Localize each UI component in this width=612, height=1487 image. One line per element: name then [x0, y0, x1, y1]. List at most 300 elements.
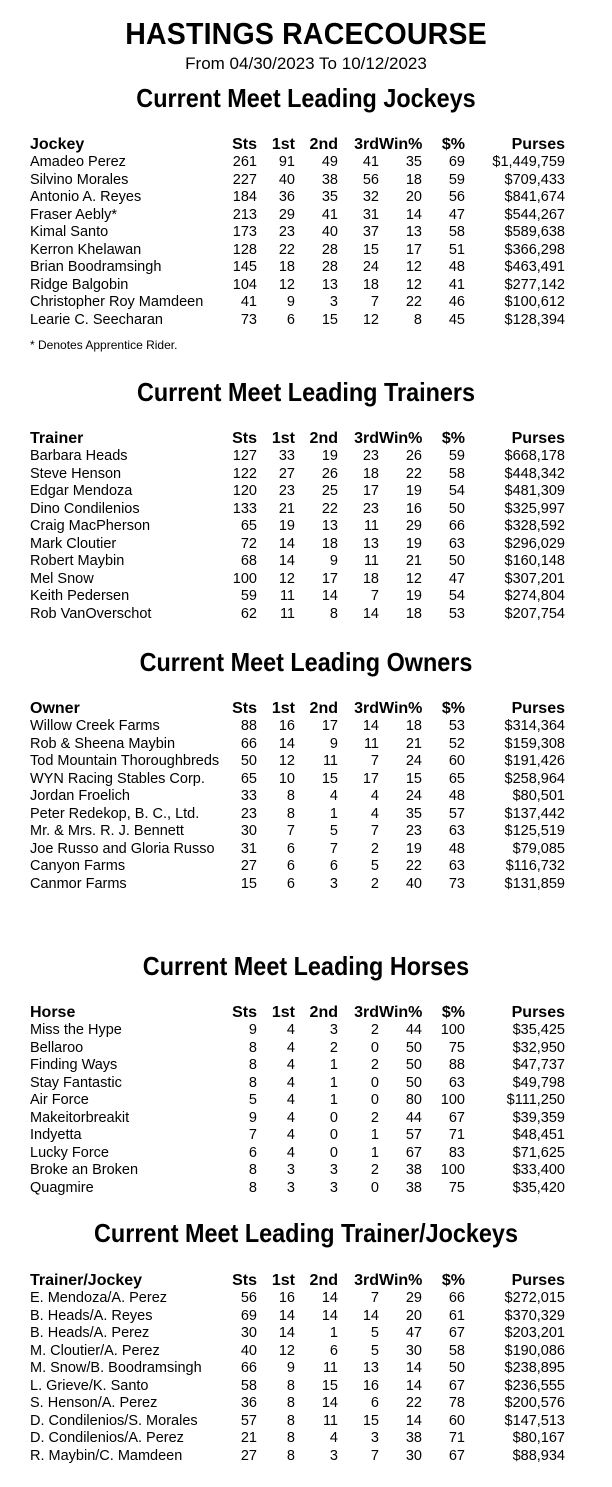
purses-cell: $325,997	[504, 500, 565, 517]
table-row	[30, 841, 565, 859]
table-row	[30, 718, 565, 736]
first-cell: 19	[278, 518, 295, 534]
jockeys-section-title: Current Meet Leading Jockeys	[136, 83, 476, 113]
sts-cell: 145	[232, 259, 257, 275]
dollar-pct-cell: 66	[448, 1290, 465, 1306]
first-column-header: 1st	[271, 1272, 295, 1289]
second-cell: 19	[321, 448, 338, 464]
first-cell: 12	[278, 753, 295, 769]
name-cell: Barbara Heads	[30, 448, 128, 464]
purses-cell: $709,433	[504, 171, 565, 188]
win-pct-cell: 18	[405, 171, 422, 188]
dollar-pct-cell: 58	[448, 465, 465, 482]
dollar-pct-cell: 65	[448, 770, 465, 787]
sts-cell: 6	[248, 1144, 257, 1161]
sts-cell: 88	[240, 718, 257, 734]
sts-cell: 8	[248, 1162, 257, 1178]
dollar-pct-cell: 51	[448, 241, 465, 258]
table-row	[30, 1110, 565, 1128]
purses-cell: $274,804	[504, 588, 565, 604]
purses-cell: $79,085	[512, 840, 565, 857]
name-cell: Bellaroo	[30, 1039, 84, 1056]
third-cell: 1	[370, 1144, 379, 1161]
table-row	[30, 1022, 565, 1040]
name-cell: Lucky Force	[30, 1144, 109, 1161]
sts-cell: 30	[240, 1325, 257, 1341]
sts-column-header: Sts	[232, 700, 257, 717]
name-cell: M. Snow/B. Boodramsingh	[30, 1360, 202, 1376]
purses-cell: $190,086	[504, 1342, 565, 1359]
dollar-pct-cell: 83	[448, 1144, 465, 1161]
third-cell: 5	[370, 1342, 379, 1359]
dollar-pct-cell: 54	[448, 588, 465, 604]
sts-cell: 30	[240, 823, 257, 839]
sts-cell: 62	[240, 605, 257, 622]
name-cell: Christopher Roy Mamdeen	[30, 294, 204, 310]
first-cell: 23	[278, 224, 295, 240]
dollar-pct-cell: 45	[448, 311, 465, 328]
table-row	[30, 189, 565, 207]
win-pct-cell: 18	[405, 605, 422, 622]
purses-cell: $147,513	[504, 1412, 565, 1429]
dollar-pct-cell: 71	[448, 1430, 465, 1446]
name-cell: Rob VanOverschot	[30, 605, 152, 622]
sts-cell: 50	[240, 753, 257, 769]
dollar-pct-cell: 52	[448, 735, 465, 752]
table-row	[30, 1430, 565, 1448]
second-cell: 3	[329, 875, 338, 892]
win-pct-cell: 12	[405, 276, 422, 293]
sts-cell: 66	[240, 1360, 257, 1376]
dollar-pct-cell: 59	[448, 448, 465, 464]
dollar-pct-cell: 60	[448, 1412, 465, 1429]
purses-cell: $207,754	[504, 605, 565, 622]
purses-cell: $33,400	[512, 1162, 565, 1178]
table-row	[30, 172, 565, 190]
third-cell: 17	[362, 770, 379, 787]
win-pct-column-header: Win%	[379, 700, 423, 717]
second-cell: 18	[321, 535, 338, 552]
win-pct-cell: 16	[405, 500, 422, 517]
first-cell: 11	[279, 588, 295, 604]
win-pct-cell: 44	[405, 1022, 422, 1038]
third-cell: 3	[370, 1430, 379, 1446]
third-column-header: 3rd	[354, 700, 379, 717]
second-cell: 3	[329, 1022, 338, 1038]
first-cell: 4	[286, 1057, 295, 1073]
name-cell: Peter Redekop, B. C., Ltd.	[30, 805, 200, 822]
win-pct-cell: 57	[405, 1127, 422, 1143]
dollar-pct-cell: 50	[448, 1360, 465, 1376]
second-cell: 3	[329, 294, 338, 310]
first-cell: 6	[286, 840, 295, 857]
third-cell: 7	[370, 753, 379, 769]
first-cell: 16	[278, 718, 295, 734]
purses-cell: $1,449,759	[492, 154, 565, 170]
win-pct-cell: 35	[405, 154, 422, 170]
sts-cell: 184	[232, 189, 257, 205]
dollar-pct-cell: 100	[440, 1022, 465, 1038]
purses-cell: $307,201	[504, 570, 565, 587]
dollar-pct-cell: 58	[448, 224, 465, 240]
purses-cell: $236,555	[504, 1377, 565, 1394]
first-cell: 33	[278, 448, 295, 464]
third-cell: 2	[370, 1022, 379, 1038]
dollar-pct-cell: 63	[448, 858, 465, 874]
win-pct-cell: 20	[405, 189, 422, 205]
second-column-header: 2nd	[309, 430, 338, 447]
dollar-pct-cell: 48	[448, 259, 465, 275]
name-cell: Learie C. Seecharan	[30, 311, 163, 328]
first-cell: 14	[278, 1325, 295, 1341]
purses-cell: $258,964	[504, 770, 565, 787]
purses-cell: $160,148	[504, 553, 565, 569]
second-cell: 2	[329, 1039, 338, 1056]
third-cell: 18	[362, 276, 379, 293]
apprentice-note: * Denotes Apprentice Rider.	[30, 338, 178, 352]
win-pct-cell: 15	[405, 770, 422, 787]
table-row	[30, 466, 565, 484]
purses-cell: $137,442	[504, 805, 565, 822]
name-column-header: Trainer	[30, 430, 84, 447]
second-cell: 13	[321, 276, 338, 293]
purses-cell: $131,859	[504, 875, 565, 892]
first-cell: 16	[278, 1290, 295, 1306]
first-cell: 8	[286, 1412, 295, 1429]
table-row	[30, 207, 565, 225]
first-cell: 36	[278, 189, 295, 205]
third-cell: 11	[363, 735, 379, 752]
sts-cell: 122	[232, 465, 257, 482]
first-cell: 8	[286, 1377, 295, 1394]
win-pct-cell: 29	[405, 1290, 422, 1306]
third-column-header: 3rd	[354, 1004, 379, 1021]
win-pct-cell: 18	[405, 718, 422, 734]
win-pct-cell: 26	[405, 448, 422, 464]
dollar-pct-cell: 75	[448, 1179, 465, 1196]
purses-cell: $125,519	[504, 823, 565, 839]
second-cell: 15	[321, 770, 338, 787]
purses-cell: $366,298	[504, 241, 565, 258]
jockeys-table	[30, 135, 565, 329]
table-row	[30, 1308, 565, 1326]
dollar-pct-column-header: $%	[441, 1004, 465, 1021]
win-pct-cell: 22	[405, 1395, 422, 1411]
win-pct-cell: 14	[405, 206, 422, 223]
first-cell: 27	[278, 465, 295, 482]
third-cell: 56	[362, 171, 379, 188]
sts-cell: 15	[240, 875, 257, 892]
second-cell: 25	[321, 483, 338, 499]
first-cell: 21	[278, 500, 295, 517]
third-cell: 7	[370, 823, 379, 839]
sts-cell: 8	[248, 1179, 257, 1196]
third-column-header: 3rd	[354, 136, 379, 153]
second-column-header: 2nd	[309, 1004, 338, 1021]
first-cell: 14	[278, 1307, 295, 1324]
second-cell: 5	[329, 823, 338, 839]
purses-cell: $200,576	[504, 1395, 565, 1411]
first-cell: 3	[286, 1162, 295, 1178]
win-pct-cell: 14	[405, 1377, 422, 1394]
sts-cell: 33	[240, 788, 257, 804]
table-row	[30, 571, 565, 589]
header-row	[30, 1003, 565, 1022]
table-row	[30, 806, 565, 824]
trainers-section-title: Current Meet Leading Trainers	[136, 377, 476, 407]
first-cell: 8	[286, 1395, 295, 1411]
purses-cell: $39,359	[512, 1109, 565, 1126]
name-cell: Keith Pedersen	[30, 588, 130, 604]
name-cell: Indyetta	[30, 1127, 82, 1143]
second-column-header: 2nd	[309, 700, 338, 717]
third-cell: 41	[362, 154, 379, 170]
win-pct-cell: 12	[405, 259, 422, 275]
third-cell: 2	[370, 875, 379, 892]
third-cell: 17	[362, 483, 379, 499]
dollar-pct-cell: 46	[448, 294, 465, 310]
dollar-pct-cell: 73	[448, 875, 465, 892]
second-cell: 11	[322, 753, 338, 769]
table-row	[30, 1395, 565, 1413]
purses-cell: $238,895	[504, 1360, 565, 1376]
purses-cell: $370,329	[504, 1307, 565, 1324]
first-cell: 4	[286, 1092, 295, 1108]
sts-cell: 104	[232, 276, 257, 293]
win-pct-cell: 17	[405, 241, 422, 258]
name-cell: L. Grieve/K. Santo	[30, 1377, 149, 1394]
win-pct-cell: 44	[405, 1109, 422, 1126]
win-pct-cell: 14	[405, 1412, 422, 1429]
dollar-pct-column-header: $%	[441, 430, 465, 447]
name-cell: Air Force	[30, 1092, 89, 1108]
win-pct-cell: 50	[405, 1039, 422, 1056]
second-cell: 17	[321, 718, 338, 734]
dollar-pct-cell: 67	[448, 1325, 465, 1341]
dollar-pct-cell: 48	[448, 840, 465, 857]
win-pct-cell: 22	[405, 858, 422, 874]
name-cell: S. Henson/A. Perez	[30, 1395, 158, 1411]
second-cell: 14	[321, 1395, 338, 1411]
sts-cell: 72	[240, 535, 257, 552]
name-cell: R. Maybin/C. Mamdeen	[30, 1447, 183, 1464]
sts-cell: 173	[232, 224, 257, 240]
third-cell: 7	[370, 1290, 379, 1306]
name-column-header: Trainer/Jockey	[30, 1272, 143, 1289]
purses-cell: $128,394	[504, 311, 565, 328]
first-column-header: 1st	[271, 1004, 295, 1021]
first-cell: 7	[286, 823, 295, 839]
name-cell: D. Condilenios/A. Perez	[30, 1430, 184, 1446]
sts-cell: 9	[248, 1109, 257, 1126]
second-cell: 26	[321, 465, 338, 482]
first-cell: 14	[278, 535, 295, 552]
sts-cell: 8	[248, 1074, 257, 1091]
sts-cell: 31	[240, 840, 257, 857]
sts-cell: 40	[240, 1342, 257, 1359]
trainer-jockeys-table	[30, 1271, 565, 1465]
dollar-pct-cell: 63	[448, 823, 465, 839]
dollar-pct-cell: 67	[448, 1109, 465, 1126]
win-pct-cell: 21	[405, 735, 422, 752]
purses-cell: $544,267	[504, 206, 565, 223]
name-cell: Craig MacPherson	[30, 518, 151, 534]
dollar-pct-cell: 66	[448, 518, 465, 534]
table-row	[30, 1413, 565, 1431]
name-cell: Edgar Mendoza	[30, 483, 133, 499]
name-cell: Finding Ways	[30, 1057, 118, 1073]
owners-table	[30, 699, 565, 893]
table-row	[30, 277, 565, 295]
dollar-pct-cell: 58	[448, 1342, 465, 1359]
sts-cell: 36	[240, 1395, 257, 1411]
name-cell: Jordan Froelich	[30, 788, 130, 804]
first-cell: 6	[286, 858, 295, 874]
third-cell: 5	[370, 1325, 379, 1341]
sts-column-header: Sts	[232, 1004, 257, 1021]
dollar-pct-column-header: $%	[441, 136, 465, 153]
dollar-pct-cell: 47	[448, 570, 465, 587]
table-row	[30, 858, 565, 876]
sts-cell: 261	[232, 154, 257, 170]
table-row	[30, 1040, 565, 1058]
second-cell: 0	[329, 1109, 338, 1126]
second-cell: 11	[322, 1360, 338, 1376]
table-row	[30, 823, 565, 841]
purses-cell: $277,142	[504, 276, 565, 293]
purses-column-header: Purses	[511, 430, 565, 447]
dollar-pct-cell: 57	[448, 805, 465, 822]
third-cell: 18	[362, 570, 379, 587]
second-cell: 0	[329, 1127, 338, 1143]
first-cell: 12	[278, 570, 295, 587]
third-cell: 5	[370, 858, 379, 874]
sts-cell: 7	[248, 1127, 257, 1143]
dollar-pct-cell: 61	[448, 1307, 465, 1324]
dollar-pct-cell: 100	[440, 1092, 465, 1108]
name-cell: E. Mendoza/A. Perez	[30, 1290, 168, 1306]
dollar-pct-cell: 56	[448, 189, 465, 205]
win-pct-cell: 24	[405, 753, 422, 769]
third-cell: 16	[362, 1377, 379, 1394]
sts-cell: 8	[248, 1057, 257, 1073]
third-cell: 14	[362, 1307, 379, 1324]
second-cell: 1	[329, 1074, 338, 1091]
second-cell: 17	[321, 570, 338, 587]
name-cell: Canyon Farms	[30, 858, 126, 874]
table-row	[30, 242, 565, 260]
second-column-header: 2nd	[309, 136, 338, 153]
header-row	[30, 429, 565, 448]
second-cell: 3	[329, 1447, 338, 1464]
table-row	[30, 1360, 565, 1378]
win-pct-cell: 23	[405, 823, 422, 839]
first-cell: 4	[286, 1109, 295, 1126]
sts-cell: 9	[248, 1022, 257, 1038]
third-cell: 7	[370, 294, 379, 310]
third-cell: 2	[370, 1162, 379, 1178]
purses-column-header: Purses	[511, 1272, 565, 1289]
table-row	[30, 536, 565, 554]
second-cell: 1	[329, 1325, 338, 1341]
table-row	[30, 501, 565, 519]
name-cell: Steve Henson	[30, 465, 122, 482]
dollar-pct-cell: 60	[448, 753, 465, 769]
first-cell: 12	[278, 1342, 295, 1359]
dollar-pct-cell: 78	[448, 1395, 465, 1411]
purses-cell: $314,364	[504, 718, 565, 734]
second-cell: 0	[329, 1144, 338, 1161]
table-row	[30, 1325, 565, 1343]
first-cell: 4	[286, 1144, 295, 1161]
third-cell: 0	[370, 1074, 379, 1091]
first-column-header: 1st	[271, 430, 295, 447]
first-cell: 4	[286, 1127, 295, 1143]
name-cell: Mark Cloutier	[30, 535, 117, 552]
sts-column-header: Sts	[232, 1272, 257, 1289]
win-pct-cell: 24	[405, 788, 422, 804]
third-cell: 14	[362, 605, 379, 622]
sts-cell: 65	[240, 770, 257, 787]
third-cell: 2	[370, 1109, 379, 1126]
third-cell: 0	[370, 1039, 379, 1056]
purses-column-header: Purses	[511, 1004, 565, 1021]
win-pct-cell: 21	[405, 553, 422, 569]
first-cell: 3	[286, 1179, 295, 1196]
table-row	[30, 154, 565, 172]
horses-table	[30, 1003, 565, 1197]
purses-cell: $100,612	[504, 294, 565, 310]
third-cell: 12	[362, 311, 379, 328]
name-cell: Dino Condilenios	[30, 500, 140, 517]
dollar-pct-cell: 50	[448, 553, 465, 569]
first-cell: 14	[278, 735, 295, 752]
second-cell: 14	[321, 1307, 338, 1324]
sts-cell: 120	[232, 483, 257, 499]
purses-cell: $32,950	[512, 1039, 565, 1056]
name-cell: WYN Racing Stables Corp.	[30, 770, 205, 787]
table-row	[30, 1290, 565, 1308]
first-cell: 40	[278, 171, 295, 188]
table-row	[30, 1057, 565, 1075]
name-cell: B. Heads/A. Reyes	[30, 1307, 153, 1324]
sts-cell: 27	[240, 1447, 257, 1464]
dollar-pct-cell: 53	[448, 605, 465, 622]
purses-column-header: Purses	[511, 136, 565, 153]
dollar-pct-cell: 67	[448, 1447, 465, 1464]
purses-cell: $159,308	[504, 735, 565, 752]
win-pct-cell: 22	[405, 465, 422, 482]
header-row	[30, 699, 565, 718]
dollar-pct-cell: 88	[448, 1057, 465, 1073]
table-row	[30, 876, 565, 894]
dollar-pct-cell: 50	[448, 500, 465, 517]
sts-cell: 65	[240, 518, 257, 534]
purses-cell: $116,732	[505, 858, 565, 874]
win-pct-column-header: Win%	[379, 136, 423, 153]
sts-column-header: Sts	[232, 430, 257, 447]
purses-cell: $71,625	[512, 1144, 565, 1161]
purses-cell: $80,501	[512, 788, 565, 804]
dollar-pct-cell: 48	[448, 788, 465, 804]
second-cell: 9	[329, 553, 338, 569]
table-row	[30, 1378, 565, 1396]
purses-cell: $448,342	[504, 465, 565, 482]
table-row	[30, 753, 565, 771]
first-cell: 9	[286, 294, 295, 310]
win-pct-cell: 38	[405, 1179, 422, 1196]
table-row	[30, 259, 565, 277]
